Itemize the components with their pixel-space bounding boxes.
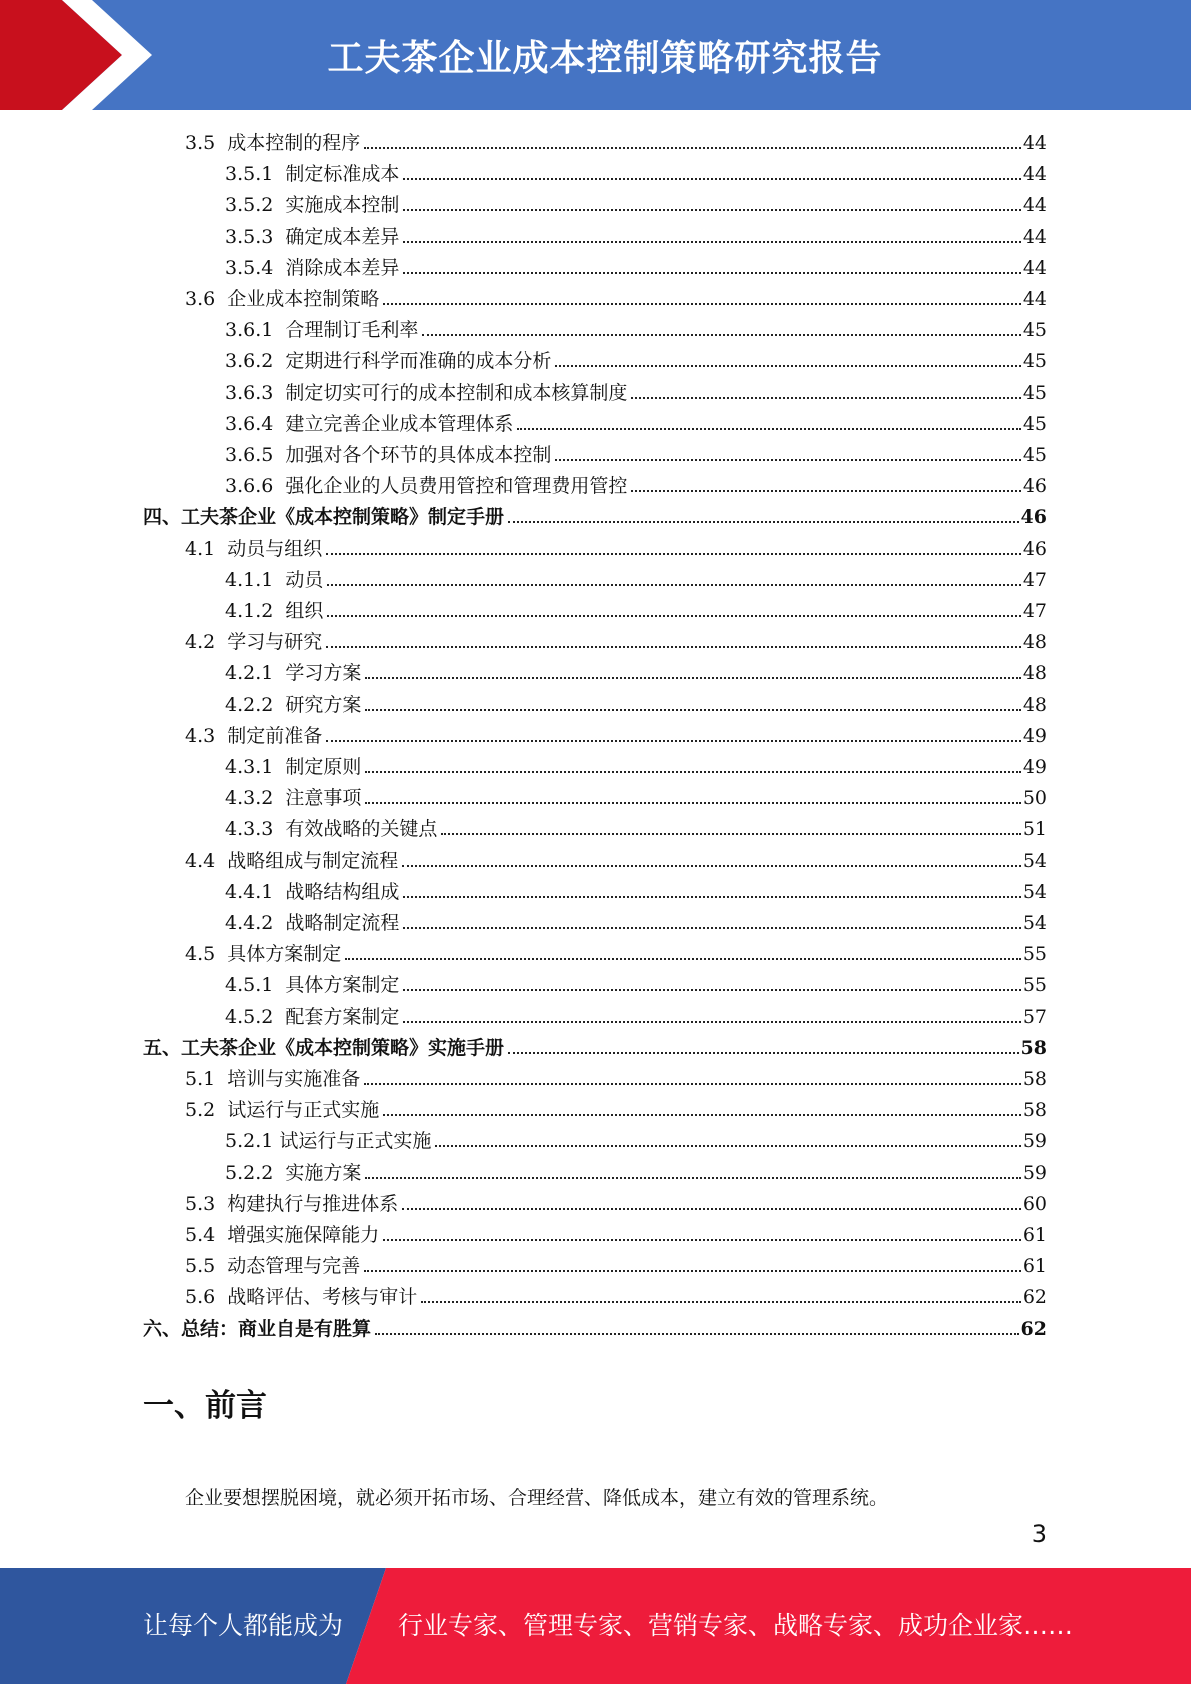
- toc-dot-leader: [326, 645, 1021, 648]
- toc-dot-leader: [555, 458, 1020, 461]
- toc-dot-leader: [403, 988, 1020, 991]
- toc-entry[interactable]: [225, 409, 1047, 440]
- toc-dot-leader: [517, 427, 1020, 430]
- toc-entry-page: 45: [1022, 412, 1047, 435]
- toc-entry-page: 49: [1022, 756, 1047, 778]
- toc-entry[interactable]: [225, 1126, 1047, 1157]
- toc-entry-title: 3.6.1 合理制订毛利率: [225, 319, 419, 342]
- toc-entry-page: 49: [1022, 724, 1047, 747]
- toc-entry[interactable]: [225, 783, 1047, 814]
- toc-dot-leader: [403, 177, 1020, 180]
- toc-dot-leader: [402, 1207, 1021, 1210]
- toc-entry[interactable]: [143, 502, 1047, 533]
- toc-entry-page: 45: [1022, 350, 1047, 373]
- toc-entry[interactable]: [185, 1282, 1047, 1313]
- toc-dot-leader: [365, 1176, 1020, 1179]
- toc-entry-title: 3.5.4 消除成本差异: [225, 256, 400, 279]
- toc-entry-page: 44: [1022, 163, 1047, 186]
- toc-entry-title: 4.4.1 战略结构组成: [225, 880, 400, 903]
- toc-entry-title: 4.3.1 制定原则: [225, 756, 362, 778]
- toc-dot-leader: [375, 1332, 1019, 1335]
- footer-slogan-left: 让每个人都能成为: [143, 1611, 344, 1640]
- toc-dot-leader: [435, 1144, 1020, 1147]
- toc-dot-leader: [327, 614, 1020, 617]
- toc-entry-page: 58: [1020, 1036, 1047, 1059]
- toc-entry-title: 5.5 动态管理与完善: [185, 1255, 361, 1278]
- toc-dot-leader: [403, 895, 1020, 898]
- toc-entry-title: 4.3 制定前准备: [185, 724, 323, 747]
- toc-entry[interactable]: [225, 970, 1047, 1001]
- toc-dot-leader: [403, 1020, 1020, 1023]
- toc-entry-title: 4.5.1 具体方案制定: [225, 974, 400, 997]
- toc-entry-title: 3.6 企业成本控制策略: [185, 288, 380, 310]
- toc-entry[interactable]: [185, 1220, 1047, 1251]
- toc-entry-title: 4.2.1 学习方案: [225, 662, 362, 685]
- toc-entry[interactable]: [225, 814, 1047, 845]
- toc-entry-title: 3.6.6 强化企业的人员费用管控和管理费用管控: [225, 475, 628, 498]
- toc-entry-page: 44: [1022, 194, 1047, 217]
- toc-entry-title: 4.3.2 注意事项: [225, 787, 362, 810]
- toc-entry-title: 5.2.1 试运行与正式实施: [225, 1130, 432, 1153]
- toc-dot-leader: [402, 864, 1021, 867]
- toc-entry-page: 48: [1022, 631, 1047, 654]
- toc-entry[interactable]: [143, 1033, 1047, 1064]
- toc-entry[interactable]: [225, 222, 1047, 253]
- toc-entry-page: 59: [1022, 1130, 1047, 1153]
- toc-entry[interactable]: [143, 1314, 1047, 1345]
- toc-entry-page: 44: [1022, 256, 1047, 279]
- intro-paragraph: 企业要想摆脱困境，就必须开拓市场、合理经营、降低成本，建立有效的管理系统。: [185, 1487, 889, 1509]
- toc-entry[interactable]: [225, 658, 1047, 689]
- toc-entry-title: 5.6 战略评估、考核与审计: [185, 1286, 418, 1309]
- toc-entry-page: 45: [1022, 381, 1047, 404]
- toc-entry-page: 50: [1022, 787, 1047, 810]
- toc-entry[interactable]: [225, 159, 1047, 190]
- report-title: 工夫茶企业成本控制策略研究报告: [327, 37, 883, 79]
- toc-entry-page: 51: [1022, 818, 1047, 841]
- toc-entry[interactable]: [225, 378, 1047, 409]
- toc-dot-leader: [365, 770, 1020, 773]
- toc-entry-title: 3.5.1 制定标准成本: [225, 163, 400, 186]
- toc-entry-title: 3.6.2 定期进行科学而准确的成本分析: [225, 350, 552, 373]
- toc-dot-leader: [326, 552, 1021, 555]
- toc-entry-page: 48: [1022, 693, 1047, 716]
- toc-entry-title: 5.4 增强实施保障能力: [185, 1224, 380, 1246]
- toc-dot-leader: [365, 708, 1020, 711]
- toc-dot-leader: [365, 676, 1020, 679]
- toc-entry[interactable]: [185, 534, 1047, 565]
- toc-entry-page: 45: [1022, 444, 1047, 466]
- toc-dot-leader: [383, 302, 1021, 305]
- toc-entry-page: 44: [1022, 132, 1047, 154]
- toc-entry[interactable]: [185, 939, 1047, 970]
- toc-entry[interactable]: [185, 627, 1047, 658]
- toc-entry-title: 4.1 动员与组织: [185, 537, 323, 560]
- toc-entry-page: 61: [1022, 1224, 1047, 1246]
- toc-dot-leader: [403, 271, 1020, 274]
- toc-entry-title: 六、总结：商业自是有胜算: [143, 1317, 372, 1340]
- toc-entry-page: 58: [1022, 1068, 1047, 1090]
- toc-dot-leader: [441, 832, 1020, 835]
- toc-entry[interactable]: [185, 1189, 1047, 1220]
- toc-entry-title: 3.6.4 建立完善企业成本管理体系: [225, 412, 514, 435]
- toc-entry-page: 55: [1022, 974, 1047, 997]
- toc-entry[interactable]: [225, 1158, 1047, 1189]
- toc-entry[interactable]: [225, 471, 1047, 502]
- toc-entry-page: 60: [1022, 1192, 1047, 1215]
- toc-entry[interactable]: [225, 690, 1047, 721]
- toc-entry-page: 48: [1022, 662, 1047, 685]
- toc-entry-page: 44: [1022, 225, 1047, 248]
- toc-entry-page: 47: [1022, 600, 1047, 622]
- toc-entry[interactable]: [185, 284, 1047, 315]
- toc-entry-page: 61: [1022, 1255, 1047, 1278]
- toc-entry-title: 四、工夫茶企业《成本控制策略》制定手册: [143, 506, 505, 529]
- toc-entry-page: 44: [1022, 288, 1047, 310]
- toc-entry-title: 3.5.3 确定成本差异: [225, 225, 400, 248]
- toc-dot-leader: [422, 333, 1020, 336]
- toc-entry-page: 54: [1022, 880, 1047, 903]
- toc-entry[interactable]: [225, 596, 1047, 627]
- toc-entry[interactable]: [225, 190, 1047, 221]
- toc-entry[interactable]: [225, 908, 1047, 939]
- toc-dot-leader: [555, 364, 1020, 367]
- toc-entry-page: 46: [1022, 537, 1047, 560]
- toc-entry-title: 4.1.1 动员: [225, 568, 324, 591]
- toc-entry-title: 5.3 构建执行与推进体系: [185, 1192, 399, 1215]
- toc-entry-page: 46: [1020, 506, 1047, 529]
- toc-dot-leader: [631, 489, 1020, 492]
- toc-dot-leader: [403, 926, 1020, 929]
- toc-dot-leader: [365, 801, 1020, 804]
- toc-dot-leader: [364, 146, 1021, 149]
- page-header: [0, 0, 1191, 110]
- toc-entry[interactable]: [225, 315, 1047, 346]
- toc-dot-leader: [345, 957, 1021, 960]
- toc-dot-leader: [364, 1269, 1021, 1272]
- page-footer: [0, 1568, 1191, 1684]
- toc-entry-page: 47: [1022, 568, 1047, 591]
- toc-entry[interactable]: [185, 721, 1047, 752]
- toc-entry-title: 4.5 具体方案制定: [185, 943, 342, 966]
- toc-entry[interactable]: [225, 346, 1047, 377]
- toc-dot-leader: [326, 739, 1021, 742]
- toc-entry-title: 3.6.3 制定切实可行的成本控制和成本核算制度: [225, 381, 628, 404]
- toc-entry-title: 4.1.2 组织: [225, 600, 324, 622]
- toc-dot-leader: [383, 1113, 1021, 1116]
- toc-entry-page: 45: [1022, 319, 1047, 342]
- toc-entry-title: 五、工夫茶企业《成本控制策略》实施手册: [143, 1036, 505, 1059]
- section-heading: 一、前言: [143, 1388, 267, 1424]
- toc-entry-title: 3.5 成本控制的程序: [185, 132, 361, 154]
- toc-entry-title: 4.5.2 配套方案制定: [225, 1005, 400, 1028]
- toc-entry-page: 54: [1022, 849, 1047, 872]
- toc-dot-leader: [508, 1051, 1019, 1054]
- toc-entry-title: 4.4.2 战略制定流程: [225, 912, 400, 934]
- toc-dot-leader: [403, 208, 1020, 211]
- toc-entry[interactable]: [185, 1095, 1047, 1126]
- toc-entry-page: 55: [1022, 943, 1047, 966]
- toc-dot-leader: [403, 240, 1020, 243]
- toc-dot-leader: [364, 1082, 1021, 1085]
- toc-entry-title: 4.3.3 有效战略的关键点: [225, 818, 438, 841]
- toc-entry[interactable]: [225, 1002, 1047, 1033]
- toc-entry-page: 59: [1022, 1161, 1047, 1184]
- toc-entry[interactable]: [225, 253, 1047, 284]
- toc-entry[interactable]: [185, 1251, 1047, 1282]
- toc-entry-page: 54: [1022, 912, 1047, 934]
- toc-entry[interactable]: [225, 752, 1047, 783]
- toc-entry-page: 62: [1020, 1317, 1047, 1340]
- toc-entry[interactable]: [185, 1064, 1047, 1095]
- toc-entry-title: 3.5.2 实施成本控制: [225, 194, 400, 217]
- toc-dot-leader: [327, 583, 1020, 586]
- toc-entry-title: 4.4 战略组成与制定流程: [185, 849, 399, 872]
- page-number: 3: [1031, 1520, 1047, 1548]
- toc-entry-page: 58: [1022, 1099, 1047, 1122]
- toc-entry-title: 3.6.5 加强对各个环节的具体成本控制: [225, 444, 552, 466]
- toc-dot-leader: [631, 396, 1020, 399]
- toc-entry-title: 5.2 试运行与正式实施: [185, 1099, 380, 1122]
- toc-entry-title: 5.1 培训与实施准备: [185, 1068, 361, 1090]
- toc-dot-leader: [383, 1238, 1021, 1241]
- toc-entry-page: 62: [1022, 1286, 1047, 1309]
- toc-entry[interactable]: [185, 846, 1047, 877]
- toc-entry-title: 5.2.2 实施方案: [225, 1161, 362, 1184]
- toc-dot-leader: [508, 520, 1019, 523]
- toc-entry-title: 4.2.2 研究方案: [225, 693, 362, 716]
- toc-entry[interactable]: [225, 877, 1047, 908]
- toc-entry-page: 46: [1022, 475, 1047, 498]
- toc-entry[interactable]: [185, 128, 1047, 159]
- toc-entry[interactable]: [225, 440, 1047, 471]
- toc-entry-title: 4.2 学习与研究: [185, 631, 323, 654]
- toc-dot-leader: [421, 1300, 1021, 1303]
- toc-entry[interactable]: [225, 565, 1047, 596]
- toc-entry-page: 57: [1022, 1005, 1047, 1028]
- footer-slogan-right: 行业专家、管理专家、营销专家、战略专家、成功企业家……: [398, 1611, 1074, 1640]
